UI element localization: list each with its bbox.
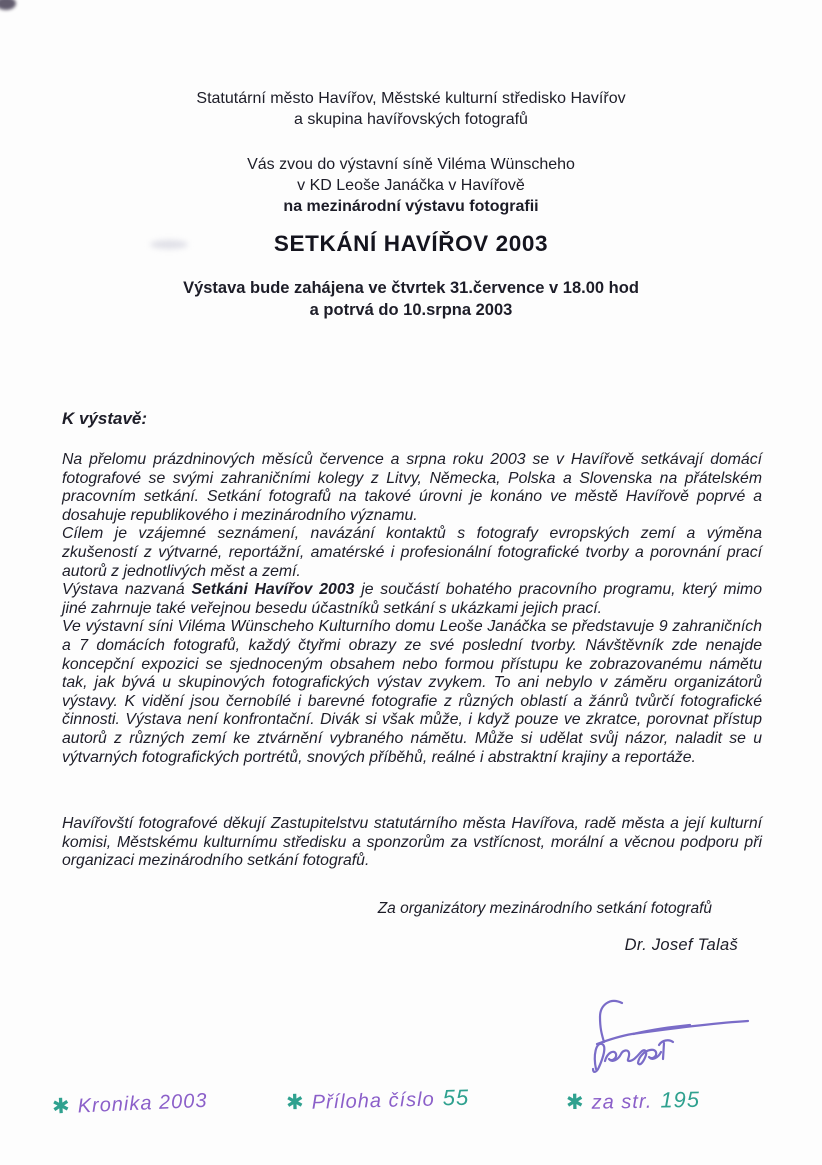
signature-strike-stroke-2 bbox=[633, 1025, 690, 1034]
body-paragraphs bbox=[62, 451, 762, 871]
signature-paren-stroke bbox=[600, 1001, 622, 1042]
paragraph-3-pre: Výstava nazvaná bbox=[62, 581, 192, 599]
paragraph-4: Ve výstavní síni Viléma Wünscheho Kulturního domu Leoše Janáčka se představuje 9 zahraničních a 7 domácích fotografů, každý čtyřmi obrazy ze své poslední tvorby. Návštěvník zde nenajde koncepční expozici se sjednoceným obsahem nebo formou přístupu ke zobrazovanému námětu tak, jak bývá u skupinových fotografických výstav zvykem. To ani nebylo v záměru organizátorů výstavy. K vidění jsou černobílé i barevné fotografie z různých oblastí a žánrů tvůrčí fotografické činnosti. Výstava není konfrontační. Divák si však může, i když pouze ve zkratce, porovnat přístup autorů z různých zemí ke ztvárnění vybraného námětu. Může si udělat svůj názor, naladit se u výtvarných fotografických portrétů, snových příběhů, reálné i abstraktní krajiny a reportáže. bbox=[62, 618, 762, 766]
masthead bbox=[0, 88, 822, 321]
paragraph-3-exhibition-name: Setkáni Havířov 2003 bbox=[191, 581, 355, 599]
invitation-line-1: Vás zvou do výstavní síně Viléma Wünscheho bbox=[247, 156, 575, 173]
invitation-line-2: v KD Leoše Janáčka v Havířově bbox=[297, 177, 525, 194]
paragraph-3-post: je součástí bohatého pracovního programu, který mimo jiné zahrnuje také veřejnou besedu účastníků setkání s ukázkami jejich prací. bbox=[62, 581, 763, 617]
section-heading: K výstavě: bbox=[62, 409, 148, 428]
opening-dates bbox=[0, 277, 822, 321]
opening-date-line-2: a potrvá do 10.srpna 2003 bbox=[309, 301, 513, 319]
note-number: 55 bbox=[442, 1084, 470, 1111]
invitation-lines bbox=[0, 154, 822, 196]
handwritten-signature bbox=[560, 995, 770, 1085]
note-number: 195 bbox=[660, 1086, 701, 1113]
signatory-name: Dr. Josef Talaš bbox=[624, 935, 738, 954]
organizer-line-2: a skupina havířovských fotografů bbox=[294, 111, 528, 128]
note-text: Příloha číslo bbox=[311, 1088, 435, 1114]
note-number bbox=[215, 1086, 216, 1111]
scan-corner-smudge bbox=[0, 0, 16, 10]
exhibition-lead-line: na mezinárodní výstavu fotografii bbox=[283, 198, 539, 215]
organizer-line-1: Statutární město Havířov, Městské kulturní středisko Havířov bbox=[196, 90, 626, 107]
handwritten-note-priloha bbox=[286, 1085, 470, 1116]
asterisk-icon: ✱ bbox=[51, 1094, 72, 1119]
paragraph-3 bbox=[62, 581, 762, 618]
paragraph-1: Na přelomu prázdninových měsíců července a srpna roku 2003 se v Havířově setkávají domácí fotografové se svými zahraničními kolegy z Litvy, Německa, Polska a Slovenska na přátelském pracovním setkání. Setkání fotografů na takové úrovni je konáno ve městě Havířově poprvé a dosahuje republikového i mezinárodního významu. bbox=[62, 451, 762, 524]
document-body bbox=[62, 408, 762, 955]
opening-date-line-1: Výstava bude zahájena ve čtvrtek 31.července v 18.00 hod bbox=[183, 279, 639, 297]
asterisk-icon: ✱ bbox=[565, 1090, 585, 1115]
handwritten-note-kronika bbox=[52, 1086, 216, 1119]
signature-scribble-stroke-1 bbox=[593, 1044, 604, 1072]
exhibition-title: SETKÁNÍ HAVÍŘOV 2003 bbox=[273, 231, 549, 256]
signoff-line: Za organizátory mezinárodního setkání fotografů bbox=[377, 899, 712, 917]
signature-scribble-stroke-3 bbox=[659, 1040, 673, 1059]
note-text: za str. bbox=[591, 1090, 653, 1114]
paragraph-2: Cílem je vzájemné seznámení, navázání kontaktů s fotografy evropských zemí a výměna zkušeností z výtvarné, reportážní, amatérské i profesionální fotografické tvorby a porovnání prací autorů z jednotlivých měst a zemí. bbox=[62, 525, 762, 580]
note-text: Kronika 2003 bbox=[77, 1089, 208, 1118]
signature-scribble-stroke-2 bbox=[605, 1050, 661, 1065]
acknowledgement-paragraph: Havířovští fotografové děkují Zastupitelstvu statutárního města Havířova, radě města a její kulturní komisi, Městskému kulturnímu středisku a sponzorům za vstřícnost, morální a věcnou podporu při organizaci mezinárodního setkání fotografů. bbox=[62, 815, 762, 870]
handwritten-note-strana bbox=[566, 1087, 700, 1115]
asterisk-icon: ✱ bbox=[285, 1090, 305, 1115]
